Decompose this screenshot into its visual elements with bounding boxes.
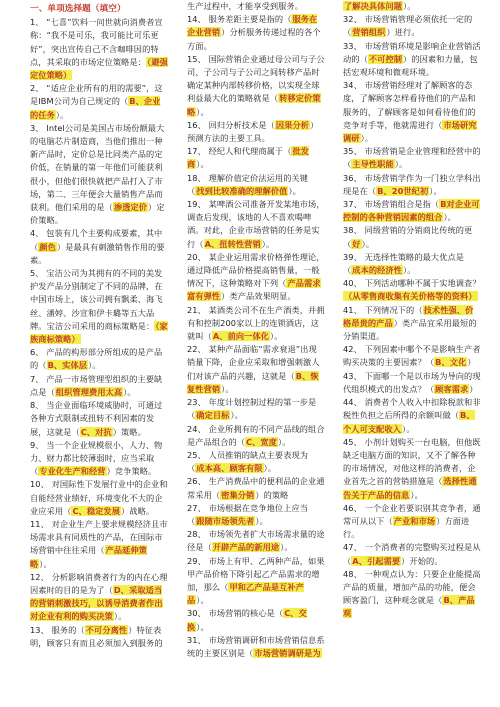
question-text-tail: ）。 <box>196 595 209 606</box>
answer-highlight: 因果分析 <box>275 119 310 130</box>
answer-highlight: B、实体层 <box>47 360 88 371</box>
question-item <box>187 528 325 554</box>
question-text-tail: ）预测方法的主要工具。 <box>187 119 319 144</box>
question-text-tail: ）竞争策略。 <box>106 466 157 477</box>
question-text: 34、 市场营销经理对了解顾客的态度，了解顾客怎样看待他们的产品和服务的，了解顾客是如何看待他们的竞争对手等，他就需进行（ <box>343 80 476 130</box>
question-item <box>30 227 168 267</box>
question-item <box>30 624 168 650</box>
question-text-tail: ）的因素和力量，包括宏观环境和微观环境。 <box>343 53 478 78</box>
question-text: 2、 “适应企业所有的用的需要”，这是IBM公司为自己规定的（ <box>30 83 163 107</box>
answer-highlight: 产品延伸策略 <box>30 545 148 569</box>
question-text-tail: ）。 <box>196 159 209 170</box>
answer-highlight: B、20世纪初 <box>377 185 429 196</box>
question-text-tail: ）开始的。 <box>401 555 443 566</box>
question-text-tail: ）。 <box>196 621 209 632</box>
question-item <box>343 304 481 344</box>
answer-highlight: 产业和市场 <box>393 515 436 526</box>
question-text: 7、 产品一市场管理型组织的主要缺点是（ <box>30 373 163 397</box>
answer-highlight: 选择性通告关于产品的信息 <box>343 476 477 500</box>
answer-highlight: 甲和乙产品是互补产品 <box>187 581 305 606</box>
question-text: 15、 国际营销企业通过母公司与子公司、子公司与子公司之间转移产品时确定某种内部转移价格，以实现全球利益最大化的策略就是（ <box>187 53 325 104</box>
question-item <box>30 346 168 372</box>
question-text-tail: ）。 <box>361 238 375 249</box>
question-text-tail: ）。 <box>270 331 283 342</box>
answer-highlight: 成本高、顾客有限 <box>196 463 263 474</box>
question-item <box>187 475 325 501</box>
question-text-tail: ） <box>467 357 476 368</box>
question-text: 40、 下列活动哪种不属于实地调查？ <box>343 278 481 289</box>
question-item <box>30 122 168 228</box>
question-text-tail: ） <box>469 383 478 394</box>
question-text: 23、 年度计划控制过程的第一步是（ <box>187 397 317 421</box>
question-text: 8、 当企业面临环境威胁时，可通过各种方式限制或扭转不利因素的发展，这就是（ <box>30 400 163 437</box>
question-text: 6、 产品的构形部分所组成的是产品的（ <box>30 347 163 371</box>
question-text-tail: ）是最具有刺激销售作用的要素。 <box>30 241 165 265</box>
question-text: 28、 市场领先者扩大市场需求量的途径是（ <box>187 529 325 553</box>
question-item <box>30 478 168 518</box>
answer-highlight: C、对抗 <box>80 426 112 437</box>
answer-highlight: 主导性职能 <box>352 159 394 170</box>
question-text: 41、 下列情况下的（ <box>343 304 423 315</box>
answer-highlight: 服务在企业营销 <box>187 14 318 38</box>
answer-highlight: 组织管理费用太高 <box>55 386 123 397</box>
question-item <box>343 370 481 396</box>
question-text-tail: ）特征表明，顾客只有而且必须加入到服务的 <box>30 624 163 648</box>
question-text: 24、 企业所拥有的不同产品线的组合是产品组合的（ <box>187 423 325 447</box>
question-text: 19、 某啤酒公司准备开发某地市场，调查后发现，该地的人不喜欢喝啤酒。对此，企业市场营销的任务是实行（ <box>187 199 325 249</box>
answer-highlight: B对企业可控制的各种营销因素的组合 <box>343 199 480 223</box>
answer-highlight: B、个人可支配收入 <box>343 410 475 434</box>
question-item <box>30 439 168 479</box>
question-text: 21、 某酒类公司不在生产酒类，并拥有和控制200家以上的连锁酒店，这就叫（ <box>187 304 325 342</box>
answer-highlight: 密集分销 <box>221 489 255 500</box>
answer-highlight: B、产品观 <box>343 595 475 619</box>
question-text-tail: ）类产品效果明显。 <box>221 291 296 302</box>
answer-highlight: 转移定价策略 <box>187 93 321 117</box>
question-text-tail: ）。 <box>394 159 408 170</box>
question-item <box>187 119 325 145</box>
question-text-tail: ）。 <box>278 436 291 447</box>
question-text-tail: ）分析服务传递过程的各个方面。 <box>187 27 321 51</box>
question-text: 48、 一种观点认为：只要企业能提高产品的质量，增加产品的功能，便会顾客盈门，这种观念就是（ <box>343 568 481 606</box>
answer-highlight: B、企业的任务 <box>30 96 161 120</box>
question-text-tail: ）。 <box>280 542 293 553</box>
question-item <box>343 541 481 567</box>
question-item <box>343 568 481 621</box>
answer-highlight: （从零售商收集有关价格等的资料） <box>344 291 477 302</box>
question-item <box>187 304 325 344</box>
question-text: 45、 小剂计划购买一台电脑，但他既缺乏电脑方面的知识，又不了解各种的市场情况，对他这样的消费者，企业首先之首的营销措施是（ <box>343 436 481 487</box>
question-text: 18、 理解价值定价法运用的关键（ <box>187 172 309 196</box>
answer-highlight: A、前向一体化 <box>212 331 270 342</box>
question-text: 11、 对企业生产上要求规模经济且市场需求具有同质性的产品，在国际市场营销中往往采用（ <box>30 518 168 556</box>
question-text: 4、 包装有几个主要构成要素，其中（ <box>30 228 163 252</box>
answer-highlight: 渗透定价 <box>113 202 148 213</box>
answer-highlight: 市场营销调研是为 <box>254 647 321 658</box>
question-text-tail: ）的策略 <box>255 489 289 500</box>
question-text-tail: ）进行。 <box>386 27 420 38</box>
answer-highlight: 好 <box>352 238 361 249</box>
question-item <box>30 82 168 122</box>
question-text: 30、 市场营销的核心是（ <box>187 608 284 619</box>
answer-highlight: 顾客需求 <box>435 383 469 394</box>
question-text-tail: ）类产品宜采用最短的分销渠道。 <box>343 317 477 342</box>
question-item <box>343 502 481 542</box>
answer-highlight: 市场研究调研 <box>343 119 477 144</box>
question-text: 36、 市场营销学作为一门独立学科出现是在（ <box>343 172 481 196</box>
answer-highlight: C、宽度 <box>246 436 277 447</box>
question-item <box>30 373 168 399</box>
question-text-tail: ）。 <box>230 410 243 421</box>
question-item <box>187 423 325 449</box>
question-text: 10、 对国际性下发展行业中的企业和自能经营业绩好，环境变化不大的企业应采用（ <box>30 479 168 516</box>
question-item <box>187 343 325 396</box>
answer-highlight: （家族商标策略） <box>30 320 168 345</box>
question-text-tail: ）。 <box>443 212 456 223</box>
answer-highlight: 找到比较准确的理解价值 <box>196 185 288 196</box>
answer-highlight: C、交换 <box>187 608 307 632</box>
question-text: 14、 服务差距主要是指的（ <box>187 14 292 25</box>
answer-highlight: D、采取适当的营销刺激技巧，以诱导消费者作出对企业有利的购买决策 <box>30 584 163 622</box>
question-item <box>343 277 481 303</box>
column-3 <box>343 0 481 621</box>
answer-highlight: 颜色 <box>39 241 56 252</box>
answer-highlight: 批发商 <box>187 146 310 170</box>
question-item <box>187 634 325 660</box>
question-item <box>187 172 325 198</box>
question-item <box>343 40 481 80</box>
question-item <box>343 396 481 436</box>
question-text: 39、 无选择性策略的最大优点是（ <box>343 251 465 276</box>
section-heading: 一、单项选择题（填空） <box>30 4 126 14</box>
question-text: 37、 市场营销组合是指（ <box>343 199 440 210</box>
question-text-tail: ）。 <box>55 109 69 120</box>
question-item <box>343 79 481 145</box>
question-text: 1、 “七喜”饮料一问世就向消费者宣称：“我不是可乐，我可能比可乐更好”，突出宣传自己不含咖啡因的特点，其采取的市场定位策略是： <box>30 17 163 67</box>
question-item <box>187 13 325 53</box>
answer-highlight: 技术性强、价格昂贵的产品 <box>343 304 474 328</box>
question-text-tail: ）。 <box>255 515 268 526</box>
answer-highlight: 确定目标 <box>196 410 230 421</box>
question-text: 47、 一个消费者的完整购买过程是从（ <box>343 542 481 566</box>
question-text-tail: ）。 <box>410 489 423 500</box>
question-text: 33、 市场营销环境是影响企业营销活动的（ <box>343 40 481 64</box>
answer-highlight: 不可控制 <box>368 53 403 64</box>
question-item <box>343 436 481 502</box>
question-item <box>187 396 325 422</box>
question-text-tail: ）。 <box>88 360 101 371</box>
question-text-tail: ）。 <box>403 265 416 276</box>
question-text: 35、 市场营销是企业管理和经营中的（ <box>343 146 481 170</box>
question-item <box>187 502 325 528</box>
answer-highlight: C、稳定发展 <box>72 505 120 516</box>
question-item <box>30 399 168 439</box>
answer-highlight: （避强定位策略） <box>30 56 168 81</box>
answer-highlight: B、文化 <box>435 357 467 368</box>
question-text-tail: ）。 <box>402 423 415 434</box>
question-text-tail: ）。 <box>39 558 52 569</box>
question-item <box>343 13 481 39</box>
question-item <box>343 224 481 250</box>
question-text: 43、 下面哪一个是以市场为导向的现代组织模式的出发点？（ <box>343 370 481 394</box>
question-text: 20、 某企业运用需求价格弹性理论，通过降低产品价格提高销售量，一般情况下，这种策略对下列（ <box>187 251 325 289</box>
question-item <box>30 267 168 346</box>
question-text: 38、 同级营销的分销商比传统的更（ <box>343 225 473 249</box>
answer-highlight: A、扭转性营销 <box>204 238 261 249</box>
question-text-tail: ）定价策略。 <box>30 202 165 226</box>
question-item <box>30 518 168 571</box>
question-item <box>343 145 481 171</box>
question-text: 26、 生产消费品中的便利品的企业通常采用（ <box>187 476 325 500</box>
question-text-tail: ）。 <box>263 463 277 474</box>
question-text: 17、 经纪人和代理商属于（ <box>187 146 292 157</box>
question-text: 44、 消费者个人收入中扣除税款和非税性负担之后所得的余额叫做（ <box>343 397 481 421</box>
question-item <box>187 449 325 475</box>
question-text: 5、 宝洁公司为其拥有的不同的美发护发产品分别制定了不同的品牌，在中国市场上，该公司拥有飘柔、海飞丝、潘婷、沙宣和伊卡璐等五大品牌。宝洁公司采用的商标策略是： <box>30 268 163 331</box>
question-text: 22、 某种产品面临“需求衰退”出现销量下降，企业应采取和增强刺激人们对该产品的兴趣，这就是（ <box>187 344 320 381</box>
question-item <box>343 343 481 369</box>
question-text-tail: ）。 <box>113 611 127 622</box>
answer-highlight: 营销组织 <box>352 27 386 38</box>
question-text: 32、 市场营销管理必须依托一定的（ <box>343 14 473 38</box>
question-item <box>187 0 325 13</box>
question-text-tail: ）。 <box>221 383 234 394</box>
question-item <box>30 16 168 82</box>
question-item <box>187 251 325 304</box>
question-text: 12、 分析影响消费者行为的内在心理因素时的目的是为了（ <box>30 571 168 595</box>
column-1 <box>30 0 168 650</box>
answer-highlight: 开辟产品的新用途 <box>212 542 280 553</box>
question-text: 9、 当一个企业规模很小，人力、物力、财力都比较薄弱时，应当采取（ <box>30 439 163 477</box>
question-text-tail: ）。 <box>288 185 301 196</box>
answer-highlight: 跟随市场领先者 <box>196 515 255 526</box>
question-item <box>343 0 481 13</box>
question-text: 16、 回归分析技术是（ <box>187 119 275 130</box>
question-text-tail: ）。 <box>123 386 136 397</box>
question-item <box>187 53 325 119</box>
question-text-tail: ）。 <box>360 133 374 144</box>
answer-highlight: 产品需求富有弹性 <box>187 278 321 302</box>
answer-highlight: A、引起需要 <box>352 555 401 566</box>
question-item <box>343 198 481 224</box>
question-text-tail: ）。 <box>403 1 416 11</box>
question-text-tail: ）。 <box>429 185 442 196</box>
answer-highlight: 不可分离性 <box>85 624 128 635</box>
question-text: 42、 下列因素中哪个不是影响生产者购买决策的主要因素？（ <box>343 344 481 368</box>
question-text: 25、 人员推销的缺点主要表现为（ <box>187 449 309 474</box>
question-text-tail: ）战略。 <box>121 505 155 516</box>
question-text: 29、 市场上有甲、乙两种产品，如果甲产品价格下降引起乙产品需求的增加，那么（ <box>187 555 325 592</box>
answer-highlight: B、恢复性营销 <box>187 370 319 394</box>
answer-highlight: 了解决具体问题 <box>344 1 403 11</box>
question-item <box>187 607 325 633</box>
question-text-tail: ）。 <box>261 238 275 249</box>
question-text-tail: ）。 <box>196 106 209 117</box>
question-item <box>187 555 325 608</box>
answer-highlight: 成本的经济性 <box>352 265 403 276</box>
question-text: 3、 Intel公司是美国占市场份额最大的电脑芯片制造商，当他们推出一种新产品时，定价总是比同类产品的定价低，在销量的第一年他们可能获利很小，但他们很快就把产品打入了市场，第二、三年便会大量销售产品而获利。他们采用的是（ <box>30 122 165 213</box>
question-item <box>343 251 481 277</box>
question-text: 31、 市场营销调研和市场营销信息系统的主要区别是（ <box>187 634 325 658</box>
answer-highlight: 专业化生产和经营 <box>39 466 106 477</box>
question-text-tail: ）策略。 <box>112 426 146 437</box>
column-2 <box>187 0 325 660</box>
question-text: 27、 市场根据在竞争地位上应当（ <box>187 502 309 526</box>
question-text: 生产过程中，才能享受到服务。 <box>187 1 304 11</box>
question-text-tail: ）方面进行。 <box>343 515 470 540</box>
question-text: 46、 一个企业若要识别其竞争者，通常可从以下（ <box>343 502 481 526</box>
question-item <box>30 571 168 624</box>
question-text: 13、 服务的（ <box>30 624 85 635</box>
question-item <box>187 145 325 171</box>
question-item <box>187 198 325 251</box>
question-item <box>343 172 481 198</box>
